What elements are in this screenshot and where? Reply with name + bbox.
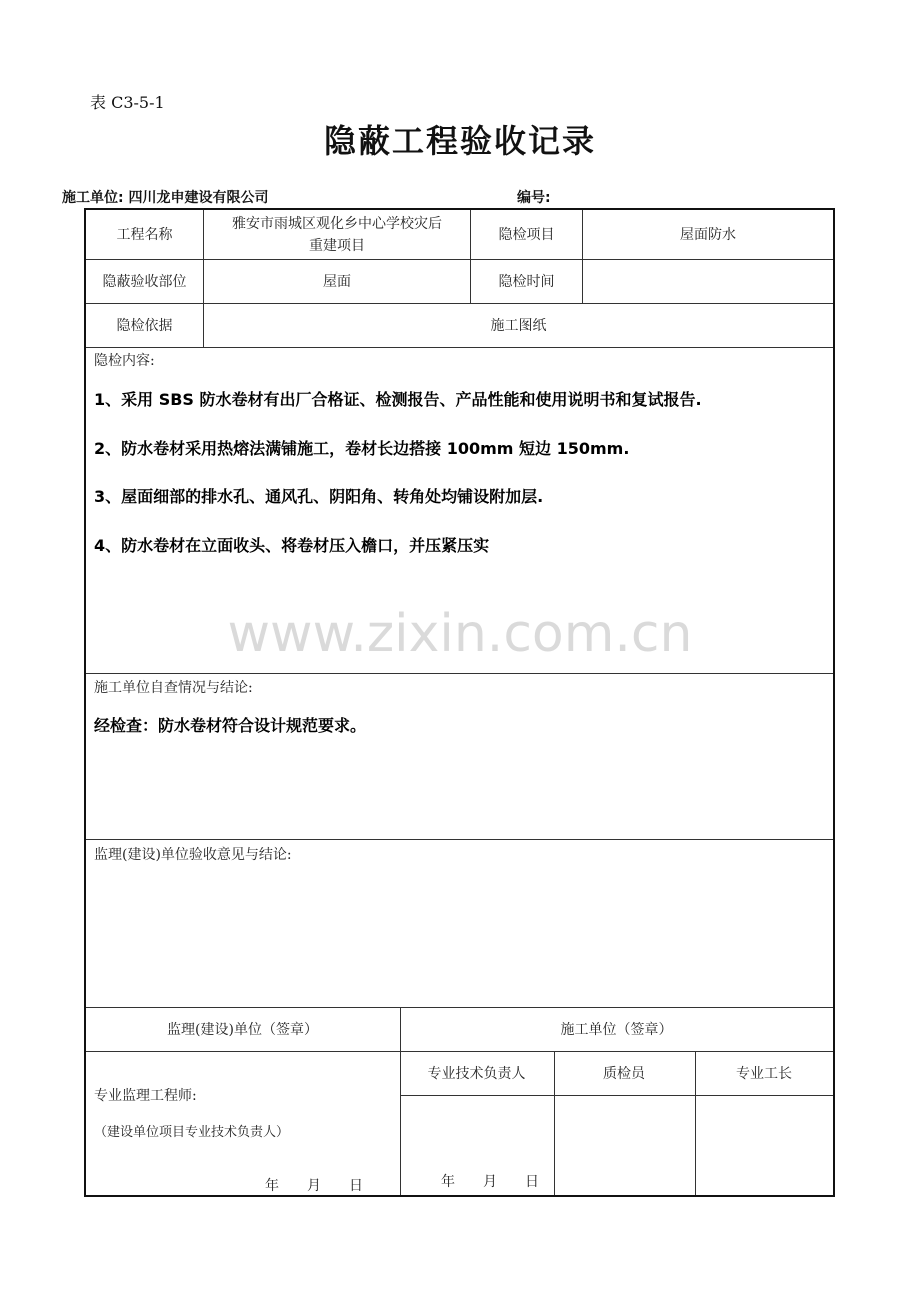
watermark-text: www.zixin.com.cn (227, 604, 693, 664)
tech-lead-label: 专业技术负责人 (427, 1065, 526, 1082)
supervision-seal-label: 监理(建设)单位（签章） (167, 1021, 318, 1038)
supervisor-engineer-label: 专业监理工程师: (94, 1088, 197, 1104)
content-item-1: 1、采用 SBS 防水卷材有出厂合格证、检测报告、产品性能和使用说明书和复试报告. (94, 390, 702, 409)
concealed-part-value: 屋面 (323, 273, 351, 290)
inspect-basis-label: 隐检依据 (116, 317, 173, 334)
concealed-part-label: 隐蔽验收部位 (102, 273, 187, 290)
self-check-label: 施工单位自查情况与结论: (94, 680, 253, 696)
date-left: 年 月 日 (265, 1178, 363, 1194)
content-item-3: 3、屋面细部的排水孔、通风孔、阴阳角、转角处均铺设附加层. (94, 487, 544, 506)
project-name-label: 工程名称 (116, 226, 173, 243)
date-right: 年 月 日 (441, 1174, 539, 1190)
inspect-item-value: 屋面防水 (680, 226, 736, 243)
supervision-opinion-label: 监理(建设)单位验收意见与结论: (94, 847, 292, 863)
project-name-line-1: 雅安市雨城区观化乡中心学校灾后 (232, 215, 442, 232)
self-check-result: 经检查：防水卷材符合设计规范要求。 (94, 716, 367, 735)
content-item-4: 4、防水卷材在立面收头、将卷材压入檐口，并压紧压实 (94, 536, 490, 555)
project-name-value (204, 210, 470, 259)
record-number: 编号: (517, 190, 551, 206)
inspect-content-label: 隐检内容: (94, 353, 155, 369)
inspect-basis-value: 施工图纸 (490, 317, 547, 334)
page-title: 隐蔽工程验收记录 (323, 122, 596, 160)
quality-inspector-label: 质检员 (603, 1065, 645, 1082)
owner-tech-lead-label: （建设单位项目专业技术负责人） (94, 1125, 290, 1140)
contractor-seal-label: 施工单位（签章） (560, 1021, 673, 1038)
form-number: 表 C3-5-1 (90, 93, 165, 112)
foreman-label: 专业工长 (736, 1065, 792, 1082)
inspect-item-label: 隐检项目 (498, 226, 555, 243)
construction-unit: 施工单位: 四川龙申建设有限公司 (62, 190, 269, 206)
inspect-time-value (583, 260, 833, 303)
inspect-time-label: 隐检时间 (498, 273, 555, 290)
project-name-line-2: 重建项目 (309, 237, 365, 254)
content-item-2: 2、防水卷材采用热熔法满铺施工，卷材长边搭接 100mm 短边 150mm. (94, 439, 630, 458)
